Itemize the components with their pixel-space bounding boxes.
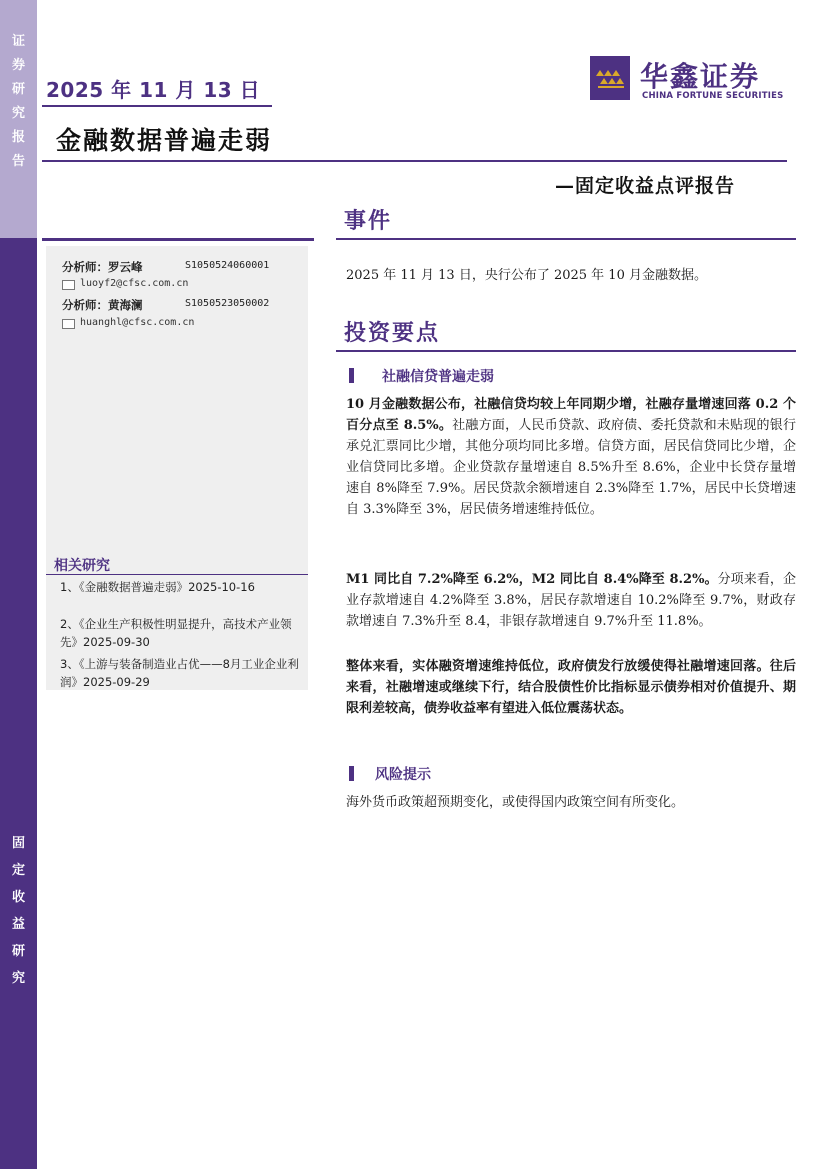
sidebar-char: 报 [11, 130, 25, 145]
sidebar-label-report-type [0, 30, 37, 174]
sidebar-char: 固 [11, 836, 25, 851]
analyst-cert-code: S1050524060001 [185, 260, 270, 271]
section-heading-investment: 投资要点 [344, 320, 441, 346]
analyst-name [62, 259, 143, 275]
paragraph-conclusion [346, 656, 796, 719]
risk-text: 海外货币政策超预期变化，或使得国内政策空间有所变化。 [346, 795, 685, 810]
subheading-marker [349, 368, 354, 383]
sidebar-char: 收 [11, 890, 25, 905]
email-icon [62, 280, 75, 290]
related-item[interactable]: 3、《上游与装备制造业占优——8月工业企业利润》2025-09-29 [60, 657, 299, 689]
paragraph-money-supply [346, 569, 796, 632]
subheading-risk: 风险提示 [375, 767, 431, 783]
sidebar-char: 证 [11, 34, 25, 49]
related-research-heading: 相关研究 [54, 558, 110, 574]
divider [46, 574, 308, 575]
paragraph-lead: 整体来看，实体融资增速维持低位，政府债发行放缓使得社融增速回落。往后来看，社融增速或继续下行，结合股债性价比指标显示债券相对价值提升、期限利差较高，债券收益率有望进入低位震荡状态。 [346, 659, 796, 716]
sidebar-char: 定 [11, 863, 25, 878]
analyst-name [62, 297, 143, 313]
sidebar-band-bottom [0, 238, 37, 1169]
email-icon [62, 319, 75, 329]
subheading-marker [349, 766, 354, 781]
divider [336, 238, 796, 240]
sidebar-char: 券 [11, 58, 25, 73]
analyst-cert-code: S1050523050002 [185, 298, 270, 309]
analyst-label: 分析师：黄海澜 [62, 298, 143, 312]
divider [336, 350, 796, 352]
subheading-credit: 社融信贷普遍走弱 [382, 369, 494, 385]
analyst-email[interactable]: huanghl@cfsc.com.cn [80, 317, 195, 328]
paragraph-lead: M1 同比自 7.2%降至 6.2%，M2 同比自 8.4%降至 8.2%。 [346, 572, 718, 587]
sidebar-char: 告 [11, 154, 25, 169]
divider [42, 238, 314, 241]
sidebar-char: 研 [11, 944, 25, 959]
analyst-label: 分析师：罗云峰 [62, 260, 143, 274]
divider [42, 105, 272, 107]
sidebar-char: 益 [11, 917, 25, 932]
logo-wordmark-en: CHINA FORTUNE SECURITIES [642, 91, 784, 101]
related-item[interactable]: 2、《企业生产积极性明显提升，高技术产业领先》2025-09-30 [60, 617, 292, 649]
sidebar-char: 究 [11, 971, 25, 986]
logo-wordmark-cn: 华鑫证券 [640, 60, 761, 93]
report-title: 金融数据普遍走弱 [56, 126, 273, 155]
paragraph-body: 社融方面，人民币贷款、政府债、委托贷款和未贴现的银行承兑汇票同比少增，其他分项均同比多增。信贷方面，居民信贷同比少增，企业信贷同比多增。企业贷款存量增速自 8.5%升至 8.6%，企业中长贷存量增速自 8%降至 7.9%。居民贷款余额增速自 2.3%降至 1.7%，居民中长贷增速自 3.3%降至 3%，居民债务增速维持低位。 [346, 418, 796, 517]
logo-mark-icon [590, 56, 630, 100]
company-logo [590, 56, 630, 100]
divider [42, 160, 787, 162]
event-text: 2025 年 11 月 13 日，央行公布了 2025 年 10 月金融数据。 [346, 268, 707, 283]
paragraph-credit [346, 394, 796, 520]
sidebar-char: 究 [11, 106, 25, 121]
report-date: 2025 年 11 月 13 日 [46, 78, 261, 102]
report-subtitle: —固定收益点评报告 [555, 175, 736, 197]
sidebar-label-category [0, 830, 37, 992]
sidebar-char: 研 [11, 82, 25, 97]
paragraph-body: 分项来看，企业存款增速自 4.2%降至 3.8%，居民存款增速自 10.2%降至 9.7%，财政存款增速自 7.3%升至 8.4，非银存款增速自 9.7%升至 11.8%。 [346, 572, 796, 629]
related-item[interactable]: 1、《金融数据普遍走弱》2025-10-16 [60, 580, 255, 594]
analyst-email[interactable]: luoyf2@cfsc.com.cn [80, 278, 189, 289]
section-heading-event: 事件 [344, 208, 393, 234]
paragraph-lead: 10 月金融数据公布，社融信贷均较上年同期少增，社融存量增速回落 0.2 个百分点至 8.5%。 [346, 397, 796, 433]
